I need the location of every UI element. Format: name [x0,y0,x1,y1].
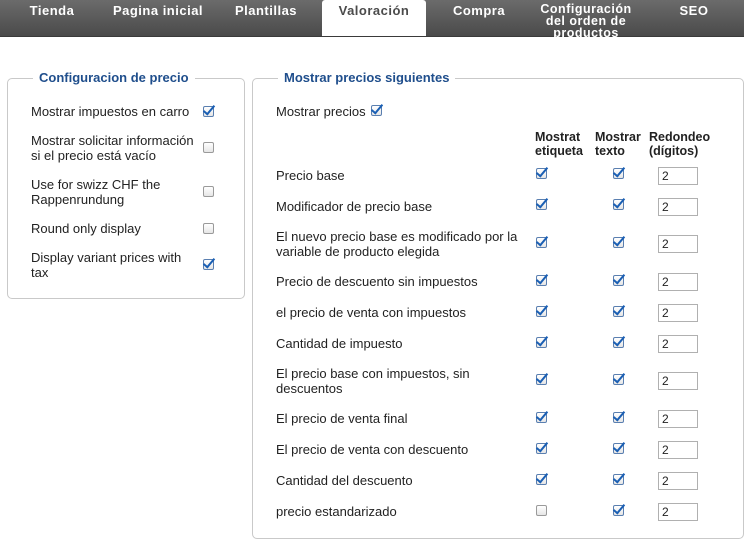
tab-configuracion-orden-productos[interactable] [530,0,642,40]
tab-label: Compra [452,3,506,18]
tab-pagina-inicial[interactable] [106,0,210,36]
tab-label: Valoración [338,3,410,18]
price-row-label: Precio de descuento sin impuestos [276,274,478,289]
tab-valoracion[interactable] [322,0,426,36]
option-label: Use for swizz CHF the Rappenrundung [31,177,161,207]
option-checkbox[interactable] [203,186,214,197]
option-label: Display variant prices with tax [31,250,182,280]
price-row-label: Cantidad de impuesto [276,336,403,351]
show-prices-title: Mostrar precios siguientes [278,70,455,85]
rounding-input[interactable] [658,304,698,322]
show-prices-label: Mostrar precios [276,104,366,119]
show-text-checkbox[interactable] [613,443,624,454]
show-label-checkbox[interactable] [536,443,547,454]
option-checkbox[interactable] [203,223,214,234]
show-label-checkbox[interactable] [536,306,547,317]
show-text-checkbox[interactable] [613,306,624,317]
rounding-input[interactable] [658,472,698,490]
show-text-checkbox[interactable] [613,337,624,348]
column-header-rounding: Redondeo (dígitos) [649,130,711,158]
tab-plantillas[interactable] [228,0,304,36]
show-label-checkbox[interactable] [536,505,547,516]
rounding-input[interactable] [658,198,698,216]
show-label-checkbox[interactable] [536,412,547,423]
price-config-title: Configuracion de precio [33,70,195,85]
price-row-label: Cantidad del descuento [276,473,413,488]
show-label-checkbox[interactable] [536,337,547,348]
show-text-checkbox[interactable] [613,168,624,179]
rounding-input[interactable] [658,335,698,353]
tab-bar [0,0,744,40]
tab-label: Configuración del orden de productos [540,2,632,40]
show-text-checkbox[interactable] [613,474,624,485]
column-header-text: Mostrar texto [595,130,641,158]
price-row-label: El precio base con impuestos, sin descuentos [276,366,470,396]
show-text-checkbox[interactable] [613,275,624,286]
rounding-input[interactable] [658,167,698,185]
show-label-checkbox[interactable] [536,374,547,385]
price-row-label: precio estandarizado [276,504,397,519]
option-label: Mostrar solicitar información si el precio está vacío [31,133,194,163]
rounding-input[interactable] [658,372,698,390]
price-row-label: el precio de venta con impuestos [276,305,467,320]
price-row-label: Modificador de precio base [276,199,433,214]
show-prices-checkbox[interactable] [371,105,382,116]
rounding-input[interactable] [658,441,698,459]
tab-label: Tienda [29,3,75,18]
show-text-checkbox[interactable] [613,237,624,248]
option-checkbox[interactable] [203,106,214,117]
price-row-label: El nuevo precio base es modificado por la variable de producto elegida [276,229,518,259]
option-checkbox[interactable] [203,259,214,270]
show-label-checkbox[interactable] [536,474,547,485]
rounding-input[interactable] [658,410,698,428]
show-text-checkbox[interactable] [613,505,624,516]
rounding-input[interactable] [658,273,698,291]
tab-seo[interactable] [660,0,728,36]
rounding-input[interactable] [658,235,698,253]
tab-tienda[interactable] [14,0,90,36]
show-text-checkbox[interactable] [613,412,624,423]
tab-label: Pagina inicial [112,3,204,18]
show-label-checkbox[interactable] [536,275,547,286]
price-row-label: El precio de venta final [276,411,408,426]
show-label-checkbox[interactable] [536,168,547,179]
option-checkbox[interactable] [203,142,214,153]
show-text-checkbox[interactable] [613,374,624,385]
tab-label: SEO [679,3,709,18]
tab-compra[interactable] [440,0,518,36]
option-label: Mostrar impuestos en carro [31,104,190,119]
price-row-label: Precio base [276,168,345,183]
show-label-checkbox[interactable] [536,199,547,210]
rounding-input[interactable] [658,503,698,521]
price-row-label: El precio de venta con descuento [276,442,469,457]
column-header-label: Mostrat etiqueta [535,130,583,158]
show-text-checkbox[interactable] [613,199,624,210]
option-label: Round only display [31,221,141,236]
show-label-checkbox[interactable] [536,237,547,248]
tab-label: Plantillas [234,3,298,18]
